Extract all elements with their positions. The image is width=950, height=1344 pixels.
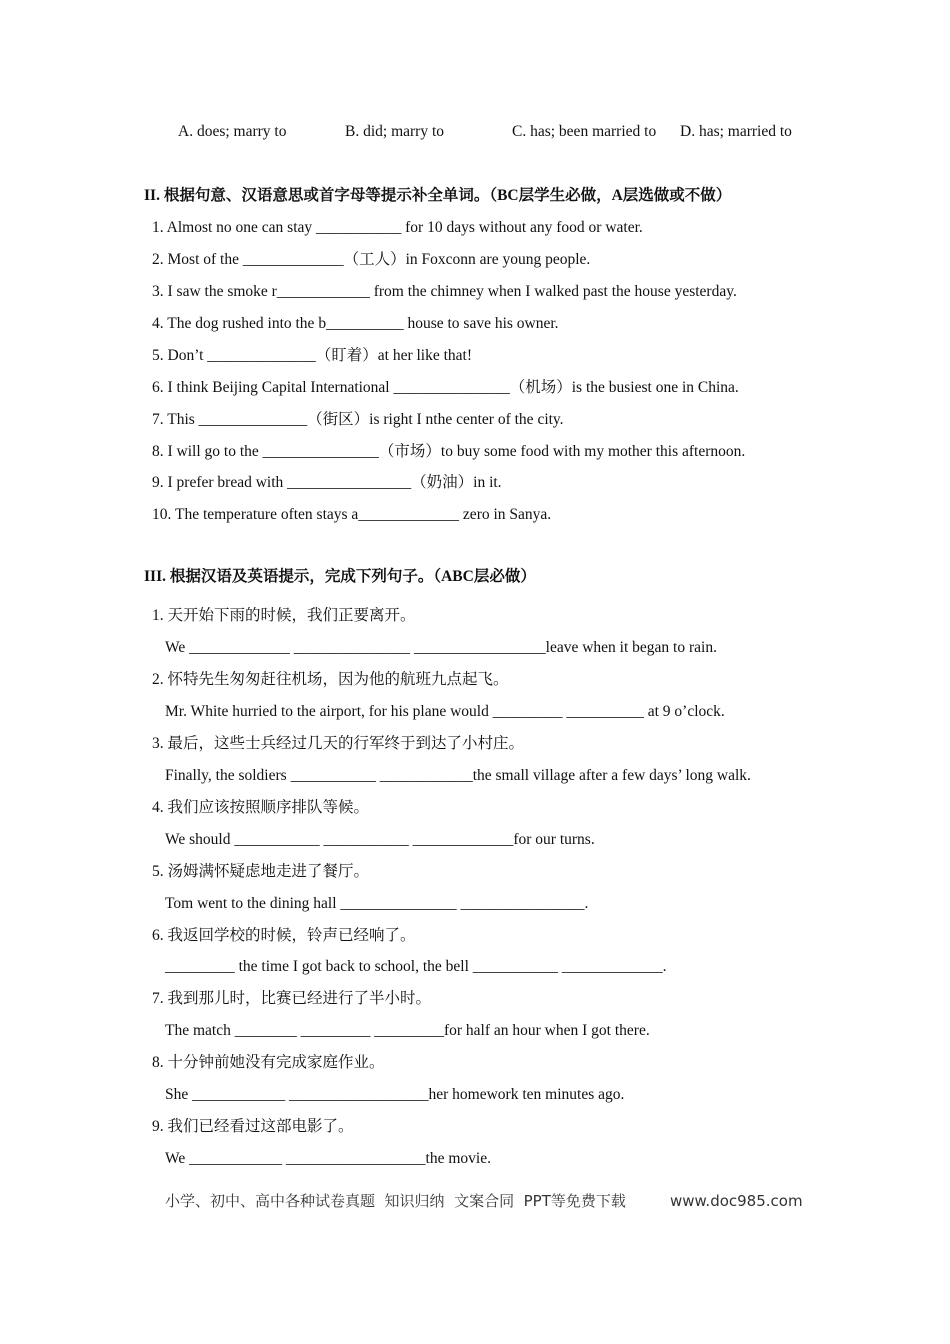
section-2-item: 2. Most of the _____________（工人）in Foxconn are young people.	[152, 251, 591, 268]
section-3-answer-en: We ____________ __________________the movie.	[165, 1150, 491, 1167]
option-a: A. does; marry to	[178, 123, 287, 140]
section-3-prompt-cn: 8. 十分钟前她没有完成家庭作业。	[152, 1054, 385, 1071]
section-3-prompt-cn: 1. 天开始下雨的时候，我们正要离开。	[152, 607, 416, 624]
section-3-prompt-cn: 9. 我们已经看过这部电影了。	[152, 1118, 354, 1135]
footer-url[interactable]: www.doc985.com	[670, 1192, 803, 1210]
section-3-answer-en: We _____________ _______________ _________________leave when it began to rain.	[165, 639, 717, 656]
section-2-item: 9. I prefer bread with ________________（奶油）in it.	[152, 474, 502, 491]
section-2-item: 10. The temperature often stays a_____________ zero in Sanya.	[152, 506, 552, 523]
section-3-prompt-cn: 3. 最后，这些士兵经过几天的行军终于到达了小村庄。	[152, 735, 525, 752]
section-3-answer-en: Tom went to the dining hall _______________ ________________.	[165, 895, 589, 912]
section-3-answer-en: We should ___________ ___________ _____________for our turns.	[165, 831, 595, 848]
section-2-item: 8. I will go to the _______________（市场）to buy some food with my mother this afternoon.	[152, 443, 746, 460]
option-c: C. has; been married to	[512, 123, 657, 140]
section-3-prompt-cn: 5. 汤姆满怀疑虑地走进了餐厅。	[152, 863, 370, 880]
section-2-item: 6. I think Beijing Capital International _______________（机场）is the busiest one in China.	[152, 379, 739, 396]
section-2-item: 1. Almost no one can stay ___________ for 10 days without any food or water.	[152, 219, 643, 236]
section-2-item: 7. This ______________（街区）is right I nthe center of the city.	[152, 411, 564, 428]
section-2-item: 3. I saw the smoke r____________ from the chimney when I walked past the house yesterday.	[152, 283, 737, 300]
section-3-answer-en: The match ________ _________ _________for half an hour when I got there.	[165, 1022, 650, 1039]
section-3-prompt-cn: 7. 我到那儿时，比赛已经进行了半小时。	[152, 990, 432, 1007]
section-3-answer-en: _________ the time I got back to school, the bell ___________ _____________.	[165, 958, 667, 975]
footer-text: 小学、初中、高中各种试卷真题 知识归纳 文案合同 PPT等免费下载	[165, 1192, 626, 1210]
section-3-prompt-cn: 6. 我返回学校的时候，铃声已经响了。	[152, 927, 416, 944]
option-d: D. has; married to	[680, 123, 792, 140]
option-b: B. did; marry to	[345, 123, 445, 140]
section-3-answer-en: She ____________ __________________her homework ten minutes ago.	[165, 1086, 625, 1103]
section-3-heading: III. 根据汉语及英语提示，完成下列句子。（ABC层必做）	[144, 568, 536, 585]
section-2-item: 5. Don’t ______________（盯着）at her like that!	[152, 347, 473, 364]
section-3-answer-en: Mr. White hurried to the airport, for his plane would _________ __________ at 9 o’clock.	[165, 703, 725, 720]
section-3-prompt-cn: 2. 怀特先生匆匆赶往机场，因为他的航班九点起飞。	[152, 671, 509, 688]
section-2-heading: II. 根据句意、汉语意思或首字母等提示补全单词。（BC层学生必做，A层选做或不做）	[144, 187, 732, 204]
section-3-prompt-cn: 4. 我们应该按照顺序排队等候。	[152, 799, 370, 816]
section-3-answer-en: Finally, the soldiers ___________ ____________the small village after a few days’ long walk.	[165, 767, 751, 784]
section-2-item: 4. The dog rushed into the b__________ house to save his owner.	[152, 315, 559, 332]
